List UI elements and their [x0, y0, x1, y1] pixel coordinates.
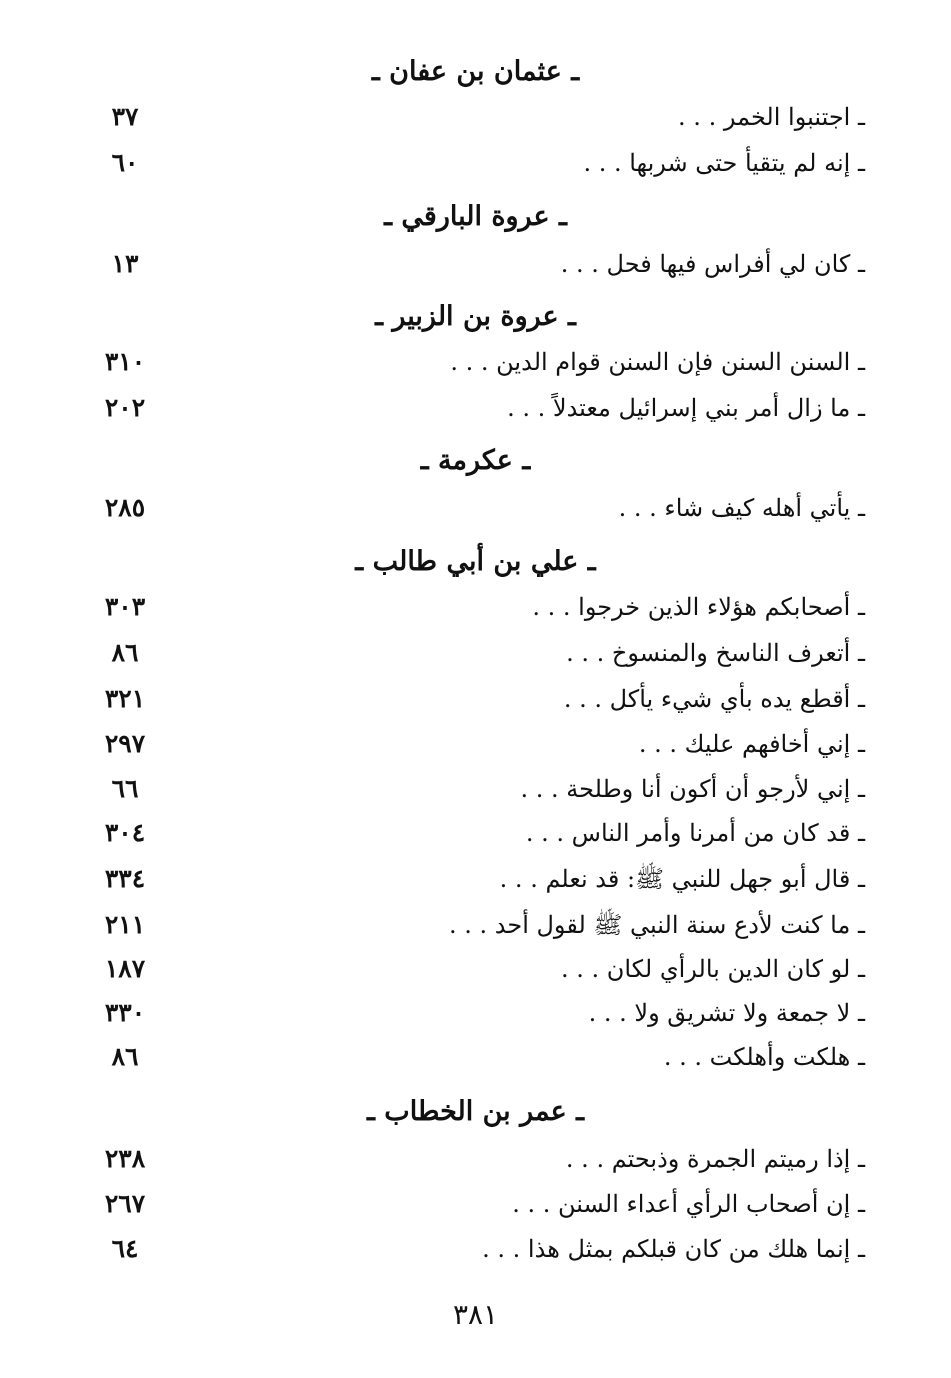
entry-page-number: ٣٧: [111, 102, 139, 131]
page-number: ٣٨١: [452, 1298, 499, 1331]
entry-page-number: ٢١١: [104, 910, 146, 939]
index-entry: [95, 949, 865, 989]
section-heading: ـ عمر بن الخطاب ـ: [366, 1096, 585, 1127]
entry-page-number: ٦٦: [111, 774, 139, 803]
entry-page-number: ٢٦٧: [104, 1189, 146, 1218]
entry-page-number: ٨٦: [111, 1042, 139, 1071]
index-entry: [95, 143, 865, 183]
index-entry: [95, 813, 865, 853]
entry-page-number: ٣٠٣: [104, 592, 146, 621]
index-entry: [95, 244, 865, 284]
entry-text: ـ يأتي أهله كيف شاء . . .: [618, 494, 865, 522]
entry-text: ـ كان لي أفراس فيها فحل . . .: [560, 250, 865, 278]
entry-text: ـ ما زال أمر بني إسرائيل معتدلاً . . .: [507, 394, 865, 422]
index-entry: [95, 587, 865, 627]
section-heading: ـ عثمان بن عفان ـ: [371, 56, 580, 87]
index-entry: [95, 342, 865, 382]
entry-text: ـ اجتنبوا الخمر . . .: [678, 103, 865, 131]
index-entry: [95, 1037, 865, 1077]
index-entry: [95, 1229, 865, 1269]
entry-text: ـ إنه لم يتقيأ حتى شربها . . .: [583, 149, 865, 177]
index-entry: [95, 993, 865, 1033]
section-heading: ـ علي بن أبي طالب ـ: [355, 546, 596, 577]
entry-page-number: ٦٤: [111, 1234, 139, 1263]
entry-text: ـ أقطع يده بأي شيء يأكل . . .: [563, 685, 865, 713]
index-entry: [95, 97, 865, 137]
entry-page-number: ٢٠٢: [104, 393, 146, 422]
entry-page-number: ٣٠٤: [104, 818, 146, 847]
entry-page-number: ٢٩٧: [104, 729, 146, 758]
entry-text: ـ قد كان من أمرنا وأمر الناس . . .: [525, 819, 865, 847]
entry-page-number: ٦٠: [111, 148, 139, 177]
index-entry: [95, 679, 865, 719]
entry-text: ـ إن أصحاب الرأي أعداء السنن . . .: [512, 1190, 865, 1218]
entry-text: ـ ما كنت لأدع سنة النبي ﷺ لقول أحد . . .: [448, 911, 865, 939]
index-entry: [95, 724, 865, 764]
entry-text: ـ إني أخافهم عليك . . .: [638, 730, 865, 758]
index-entry: [95, 1184, 865, 1224]
entry-page-number: ٣٣٤: [104, 864, 146, 893]
entry-text: ـ أتعرف الناسخ والمنسوخ . . .: [566, 639, 865, 667]
entry-text: ـ إنما هلك من كان قبلكم بمثل هذا . . .: [482, 1235, 865, 1263]
entry-page-number: ٣٣٠: [104, 998, 146, 1027]
index-entry: [95, 1139, 865, 1179]
entry-page-number: ٢٨٥: [104, 493, 146, 522]
entry-text: ـ السنن السنن فإن السنن قوام الدين . . .: [450, 348, 865, 376]
section-heading: ـ عكرمة ـ: [420, 445, 531, 476]
entry-text: ـ هلكت وأهلكت . . .: [663, 1043, 865, 1071]
entry-page-number: ١٣: [111, 249, 139, 278]
entry-page-number: ٨٦: [111, 638, 139, 667]
section-heading: ـ عروة بن الزبير ـ: [375, 301, 576, 332]
index-entry: [95, 859, 865, 899]
entry-text: ـ إذا رميتم الجمرة وذبحتم . . .: [565, 1145, 865, 1173]
index-entry: [95, 905, 865, 945]
index-entry: [95, 388, 865, 428]
entry-page-number: ١٨٧: [104, 954, 146, 983]
entry-page-number: ٢٣٨: [104, 1144, 146, 1173]
entry-text: ـ لا جمعة ولا تشريق ولا . . .: [588, 999, 865, 1027]
entry-page-number: ٣١٠: [104, 347, 146, 376]
index-entry: [95, 769, 865, 809]
index-entry: [95, 488, 865, 528]
section-heading: ـ عروة البارقي ـ: [384, 201, 567, 232]
entry-text: ـ لو كان الدين بالرأي لكان . . .: [560, 955, 865, 983]
entry-text: ـ إني لأرجو أن أكون أنا وطلحة . . .: [520, 775, 865, 803]
index-entry: [95, 633, 865, 673]
entry-page-number: ٣٢١: [104, 684, 146, 713]
entry-text: ـ قال أبو جهل للنبي ﷺ: قد نعلم . . .: [499, 865, 865, 893]
entry-text: ـ أصحابكم هؤلاء الذين خرجوا . . .: [532, 593, 865, 621]
